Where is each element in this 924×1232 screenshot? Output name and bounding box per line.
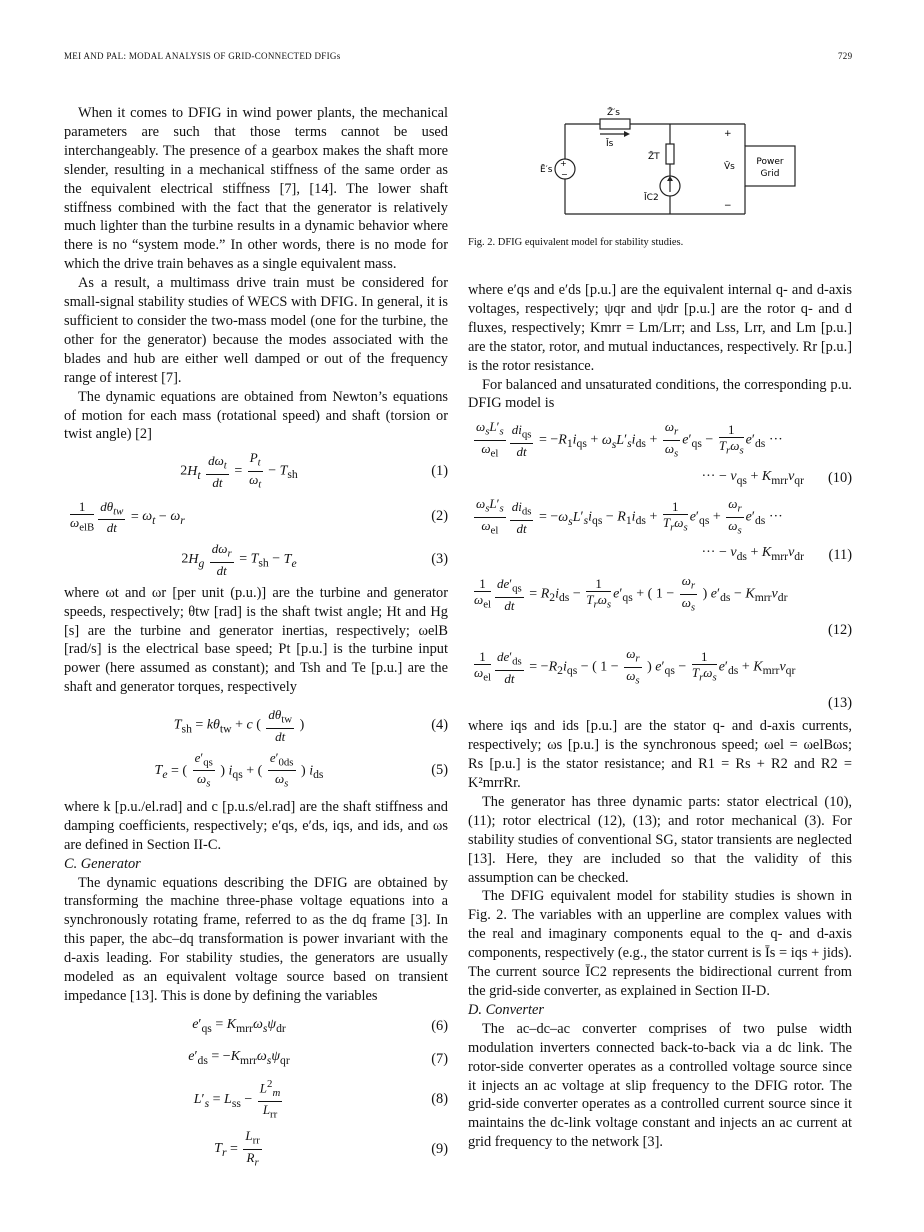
- paragraph: As a result, a multimass drive train must be considered for small-signal stability studies of WECS with DFIG. In general, it is sufficient to consider the two-mass model (one for the turbine, the other for the generator) because the modes associated with the blades and hub are either well damped or out of the frequency range of interest [7].: [64, 275, 448, 386]
- grid-label: Power: [756, 157, 784, 167]
- paragraph: where iqs and ids [p.u.] are the stator q- and d-axis currents, respectively; ωs [p.u.] is the synchronous speed; ωel = ωelBωs; Rs [p.u.] is the stator resistance; and R1 = Rs + R2 and R2 = K²mrrRr.: [468, 718, 852, 792]
- paragraph: where ωt and ωr [per unit (p.u.)] are the turbine and generator speeds, respectively; θtw [rad] is the shaft twist angle; Ht and Hg [s] are the turbine and generator inertias, respectively; ωelB [rad/s] is the electrical base speed; Pt [p.u.] is the turbine input power (here assumed as constant); and Tsh and Te [p.u.] are the shaft and generator torques, respectively: [64, 584, 448, 696]
- equation-4: $T_{sh} = k\theta_{tw} + c$ ( $\frac{d\theta_{tw}}{dt}$ ) (4): [173, 707, 448, 744]
- equation-number: (13): [828, 695, 852, 712]
- equation-8: $L'_s = L_{ss}$ − $\frac{L^2_m}{L_{rr}}$ (8): [193, 1077, 448, 1121]
- equation-5: $T_e$ = ( $\frac{e'_{qs}}{\omega_s}$ ) $i_{qs}$ + ( $\frac{e'_{0ds}}{\omega_s}$ ) $i_{ds}$ (5): [154, 749, 448, 790]
- equation-number: (5): [431, 762, 448, 779]
- paragraph: The ac–dc–ac converter comprises of two pulse width modulation inverters connected back-to-back via a dc link. The rotor-side converter operates as a controlled voltage source since it injects an ac voltage at slip frequency to the DFIG rotor. The grid-side converter operates as a controlled current source since it maintains the dc-link voltage constant and injects an ac current at grid frequency to the network [3].: [468, 1020, 852, 1151]
- equation-number: (11): [828, 547, 852, 564]
- label-zs: Z̄′s: [607, 108, 620, 118]
- equation-2: $\frac{1}{\omega_{elB}}$ $\frac{d\theta_{tw}}{dt}$ = $\omega_t - \omega_r$ (2): [70, 498, 448, 536]
- label-zt: Z̄T: [648, 152, 660, 162]
- figure-caption: Fig. 2. DFIG equivalent model for stability studies.: [468, 237, 684, 248]
- label-es: Ē′s: [540, 165, 553, 175]
- running-header: MEI AND PAL: MODAL ANALYSIS OF GRID-CONNECTED DFIGs: [64, 51, 341, 61]
- equation-6: $e'_{qs} = K_{mrr}\omega_s\psi_{dr}$ (6): [192, 1016, 448, 1035]
- equation-number: (3): [431, 550, 448, 567]
- label-is: Īs: [606, 139, 614, 149]
- plus-sign: +: [560, 159, 567, 168]
- equation-number: (12): [828, 622, 852, 639]
- equation-number: (1): [431, 462, 448, 479]
- equation-number: (2): [431, 508, 448, 525]
- equation-number: (9): [431, 1140, 448, 1157]
- equation-number: (7): [431, 1050, 448, 1067]
- equation-11: $\frac{\omega_sL'_s}{\omega_{el}}$ $\frac{di_{ds}}{dt}$ = $-\omega_sL'_si_{qs} - R_1i_{ds}$ + $\frac{1}{T_r\omega_s}$ $e'_{qs}$ + $\frac{\omega_r}{\omega_s}$ $e'_{ds}$ ···: [476, 496, 783, 537]
- equation-11-cont: ··· − $v_{ds} + K_{mrr}v_{dr}$ (11): [701, 545, 852, 564]
- dfig-circuit-figure: [540, 104, 800, 224]
- equation-13: $\frac{1}{\omega_{el}}$ $\frac{de'_{ds}}{dt}$ = $-R_2i_{qs}$ − ( 1 − $\frac{\omega_r}{\omega_s}$ ) $e'_{qs}$ − $\frac{1}{T_r\omega_s}$ $e'_{ds} + K_{mrr}v_{qr}$: [474, 646, 796, 687]
- section-heading: C. Generator: [64, 855, 141, 872]
- equation-1: $2H_t$ $\frac{d\omega_t}{dt}$ = $\frac{P_t}{\omega_t}$ − $T_{sh}$ (1): [180, 450, 448, 491]
- equation-number: (10): [828, 470, 852, 487]
- equation-9: $T_r$ = $\frac{L_{rr}}{R_r}$ (9): [214, 1128, 448, 1169]
- label-ic2: ĪC2: [644, 193, 659, 203]
- paragraph: The dynamic equations are obtained from Newton’s equations of motion for each mass (rotational speed) and shaft (torsion or twist angle) [2]: [64, 388, 448, 443]
- equation-number: (6): [431, 1018, 448, 1035]
- equation-10: $\frac{\omega_sL'_s}{\omega_{el}}$ $\frac{di_{qs}}{dt}$ = $-R_1i_{qs} + \omega_sL'_si_{ds}$ + $\frac{\omega_r}{\omega_s}$ $e'_{qs}$ − $\frac{1}{T_r\omega_s}$ $e'_{ds}$ ···: [476, 419, 783, 460]
- equation-3: $2H_g$ $\frac{d\omega_r}{dt}$ = $T_{sh} - T_e$ (3): [181, 541, 448, 578]
- paragraph: For balanced and unsaturated conditions, the corresponding p.u. DFIG model is: [468, 376, 852, 412]
- plus-sign: +: [724, 129, 732, 139]
- equation-10-cont: ··· − $v_{qs} + K_{mrr}v_{qr}$ (10): [701, 468, 852, 487]
- paragraph: When it comes to DFIG in wind power plants, the mechanical parameters are such that those terms cannot be used interchangeably. The presence of a gearbox makes the shaft more slender, resulting in a mechanical stiffness of the same order as the equivalent electrical stiffness [7], [14]. The lower shaft stiffness combined with the fact that the generator is relatively much lighter than the turbine results in a dynamic behavior where there is no “system mode.” In other words, there is no mode for which the drive train behaves as a single equivalent mass.: [64, 105, 448, 273]
- equation-7: $e'_{ds} = -K_{mrr}\omega_s\psi_{qr}$ (7): [188, 1048, 448, 1067]
- equation-number: (4): [431, 716, 448, 733]
- paragraph: The dynamic equations describing the DFIG are obtained by transforming the machine three-phase voltage equations into a synchronously rotating frame, referred to as the dq frame [3]. In this paper, the abc–dq transformation is power invariant with the d-axis leading. For stability studies, the generators are usually modeled as an equivalent voltage source based on transient impedance [13]. This is done by defining the variables: [64, 874, 448, 1004]
- grid-label: Grid: [760, 169, 780, 179]
- label-vs: V̄s: [724, 162, 735, 172]
- page-number: 729: [838, 51, 853, 61]
- paragraph: The generator has three dynamic parts: stator electrical (10), (11); rotor electrical (12), (13); and rotor mechanical (3). For stability studies of conventional SG, stator transients are neglected [13]. Here, they are included so that the validity of this assumption can be checked.: [468, 793, 852, 886]
- equation-number: (8): [431, 1090, 448, 1107]
- section-heading: D. Converter: [468, 1001, 544, 1018]
- left-column: [64, 104, 448, 1176]
- right-column: [468, 281, 852, 1152]
- minus-sign: −: [561, 170, 568, 179]
- paragraph: where k [p.u./el.rad] and c [p.u.s/el.rad] are the shaft stiffness and damping coefficients, respectively; e′qs, e′ds, iqs, and ids, and ωs are defined in Section II-C.: [64, 798, 448, 853]
- equation-12: $\frac{1}{\omega_{el}}$ $\frac{de'_{qs}}{dt}$ = $R_2i_{ds}$ − $\frac{1}{T_r\omega_s}$ $e'_{qs}$ + ( 1 − $\frac{\omega_r}{\omega_s}$ ) $e'_{ds} - K_{mrr}v_{dr}$: [474, 573, 788, 614]
- minus-sign: −: [724, 201, 732, 211]
- paragraph: The DFIG equivalent model for stability studies is shown in Fig. 2. The variables with an upperline are complex values with the real and imaginary components equal to the q- and d-axis components, respectively (e.g., the stator current is Īs = iqs + jids). The current source ĪC2 represents the bidirectional current from the grid-side converter, as explained in Section II-D.: [468, 888, 852, 999]
- paragraph: where e′qs and e′ds [p.u.] are the equivalent internal q- and d-axis voltages, respectively; ψqr and ψdr [p.u.] are the rotor q- and d fluxes, respectively; Kmrr = Lm/Lrr; and Lss, Lrr, and Lm [p.u.] are the stator, rotor, and mutual inductances, respectively. Rr [p.u.] is the rotor resistance.: [468, 282, 852, 374]
